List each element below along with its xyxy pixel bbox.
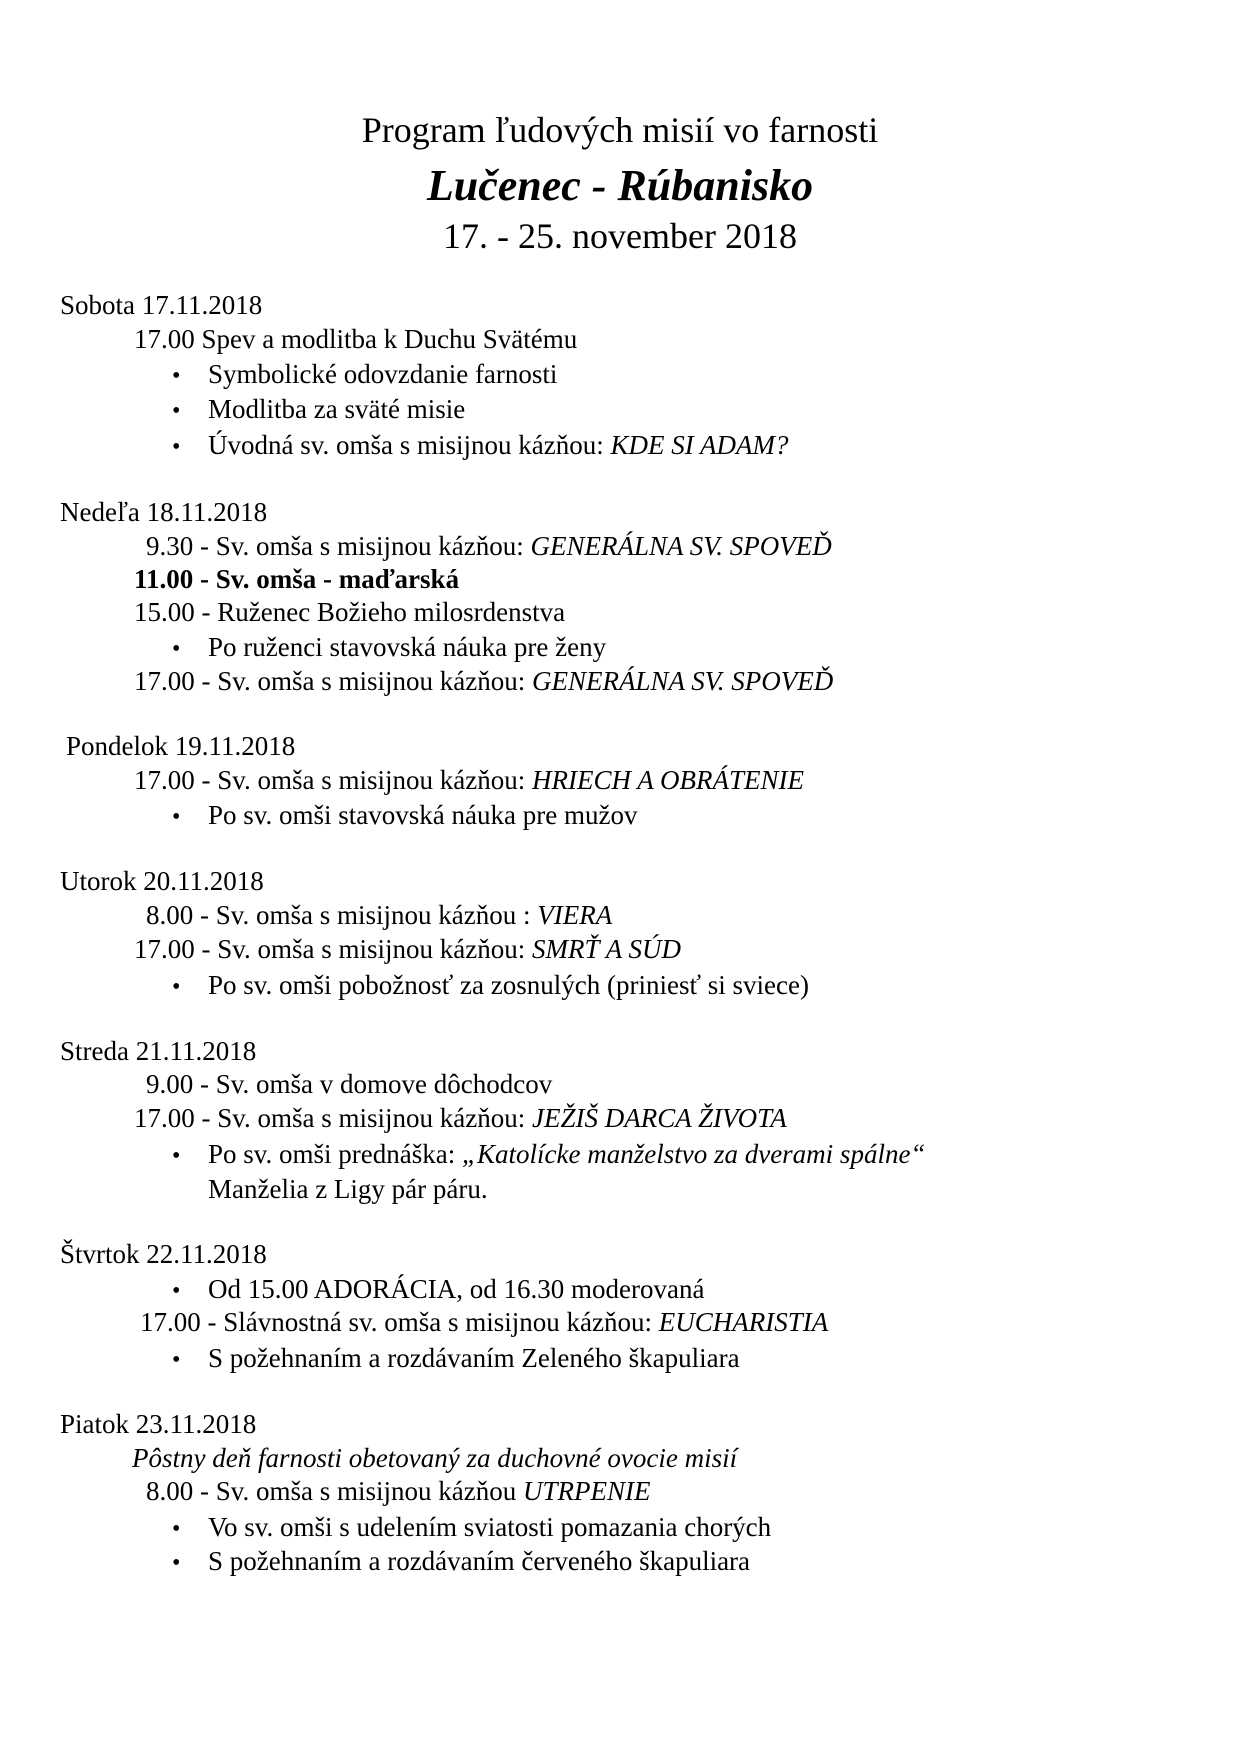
- day-heading-tuesday: Utorok 20.11.2018: [60, 866, 264, 896]
- sermon-theme: KDE SI ADAM?: [610, 430, 789, 460]
- event-text: 17.00 - Sv. omša s misijnou kázňou:: [134, 666, 532, 696]
- day-heading-monday: Pondelok 19.11.2018: [66, 731, 296, 761]
- sermon-theme: UTRPENIE: [523, 1476, 651, 1506]
- bullet-icon: •: [172, 1516, 181, 1542]
- event-line-hungarian-mass: 11.00 - Sv. omša - maďarská: [134, 564, 460, 594]
- event-line: [146, 898, 612, 932]
- bullet-icon: •: [172, 636, 181, 662]
- bullet-text: Symbolické odovzdanie farnosti: [208, 359, 558, 389]
- bullet-item: [172, 1544, 750, 1580]
- event-line: 9.00 - Sv. omša v domove dôchodcov: [146, 1069, 553, 1099]
- bullet-icon: •: [172, 804, 181, 830]
- parish-name: Lučenec - Rúbanisko: [426, 161, 814, 210]
- bullet-icon: •: [172, 398, 181, 424]
- lecture-title: „Katolícke manželstvo za dverami spálne“: [461, 1139, 926, 1169]
- bullet-item: [172, 968, 809, 1004]
- bullet-item: [172, 1272, 704, 1308]
- bullet-text: Po sv. omši prednáška:: [208, 1139, 462, 1169]
- bullet-item: [172, 392, 465, 428]
- bullet-item: [172, 1341, 740, 1377]
- event-text: 17.00 - Sv. omša s misijnou kázňou:: [134, 1103, 532, 1133]
- bullet-icon: •: [172, 1550, 181, 1576]
- event-line: 17.00 Spev a modlitba k Duchu Svätému: [134, 324, 578, 354]
- bullet-item: [172, 798, 637, 834]
- day-heading-saturday: Sobota 17.11.2018: [60, 290, 263, 320]
- bullet-icon: •: [172, 974, 181, 1000]
- bullet-icon: •: [172, 434, 181, 460]
- bullet-text: S požehnaním a rozdávaním červeného škapuliara: [208, 1546, 751, 1576]
- bullet-item: [172, 1137, 925, 1173]
- sermon-theme: SMRŤ A SÚD: [532, 934, 682, 964]
- event-text: 17.00 - Slávnostná sv. omša s misijnou kázňou:: [140, 1307, 659, 1337]
- bullet-text: S požehnaním a rozdávaním Zeleného škapuliara: [208, 1343, 740, 1373]
- date-range: 17. - 25. november 2018: [443, 216, 797, 256]
- bullet-icon: •: [172, 1278, 181, 1304]
- event-line: [134, 664, 833, 698]
- bullet-text: Úvodná sv. omša s misijnou kázňou:: [208, 430, 611, 460]
- bullet-text: Od 15.00 ADORÁCIA, od 16.30 moderovaná: [208, 1274, 705, 1304]
- page-title-line: Program ľudových misií vo farnosti: [361, 110, 879, 150]
- bullet-item: [172, 357, 557, 393]
- event-text: 17.00 - Sv. omša s misijnou kázňou:: [134, 765, 532, 795]
- bullet-continuation: Manželia z Ligy pár páru.: [208, 1174, 488, 1204]
- event-line: [140, 1305, 828, 1339]
- bullet-icon: •: [172, 363, 181, 389]
- sermon-theme: GENERÁLNA SV. SPOVEĎ: [532, 666, 834, 696]
- event-text: 8.00 - Sv. omša s misijnou kázňou: [146, 1476, 523, 1506]
- event-text: 9.30 - Sv. omša s misijnou kázňou:: [146, 531, 531, 561]
- event-line: 15.00 - Ruženec Božieho milosrdenstva: [134, 597, 566, 627]
- sermon-theme: EUCHARISTIA: [658, 1307, 829, 1337]
- event-line: [146, 1474, 651, 1508]
- day-heading-friday: Piatok 23.11.2018: [60, 1409, 257, 1439]
- event-text: 8.00 - Sv. omša s misijnou kázňou :: [146, 900, 538, 930]
- bullet-icon: •: [172, 1347, 181, 1373]
- event-text: 17.00 - Sv. omša s misijnou kázňou:: [134, 934, 532, 964]
- day-heading-wednesday: Streda 21.11.2018: [60, 1036, 257, 1066]
- bullet-item: [172, 1510, 771, 1546]
- event-line: [146, 529, 832, 563]
- bullet-item: [172, 428, 788, 464]
- bullet-text: Po sv. omši stavovská náuka pre mužov: [208, 800, 638, 830]
- day-heading-sunday: Nedeľa 18.11.2018: [60, 497, 268, 527]
- event-line: [134, 763, 804, 797]
- day-heading-thursday: Štvrtok 22.11.2018: [60, 1239, 267, 1269]
- fasting-note: Pôstny deň farnosti obetovaný za duchovné ovocie misií: [132, 1443, 738, 1473]
- bullet-icon: •: [172, 1143, 181, 1169]
- bullet-text: Vo sv. omši s udelením sviatosti pomazania chorých: [208, 1512, 772, 1542]
- sermon-theme: JEŽIŠ DARCA ŽIVOTA: [532, 1103, 787, 1133]
- bullet-text: Modlitba za sväté misie: [208, 394, 466, 424]
- bullet-text: Po sv. omši pobožnosť za zosnulých (priniesť si sviece): [208, 970, 809, 1000]
- sermon-theme: HRIECH A OBRÁTENIE: [532, 765, 804, 795]
- bullet-text: Po ruženci stavovská náuka pre ženy: [208, 632, 607, 662]
- bullet-item: [172, 630, 606, 666]
- event-line: [134, 932, 681, 966]
- event-line: [134, 1101, 787, 1135]
- sermon-theme: VIERA: [537, 900, 613, 930]
- sermon-theme: GENERÁLNA SV. SPOVEĎ: [530, 531, 832, 561]
